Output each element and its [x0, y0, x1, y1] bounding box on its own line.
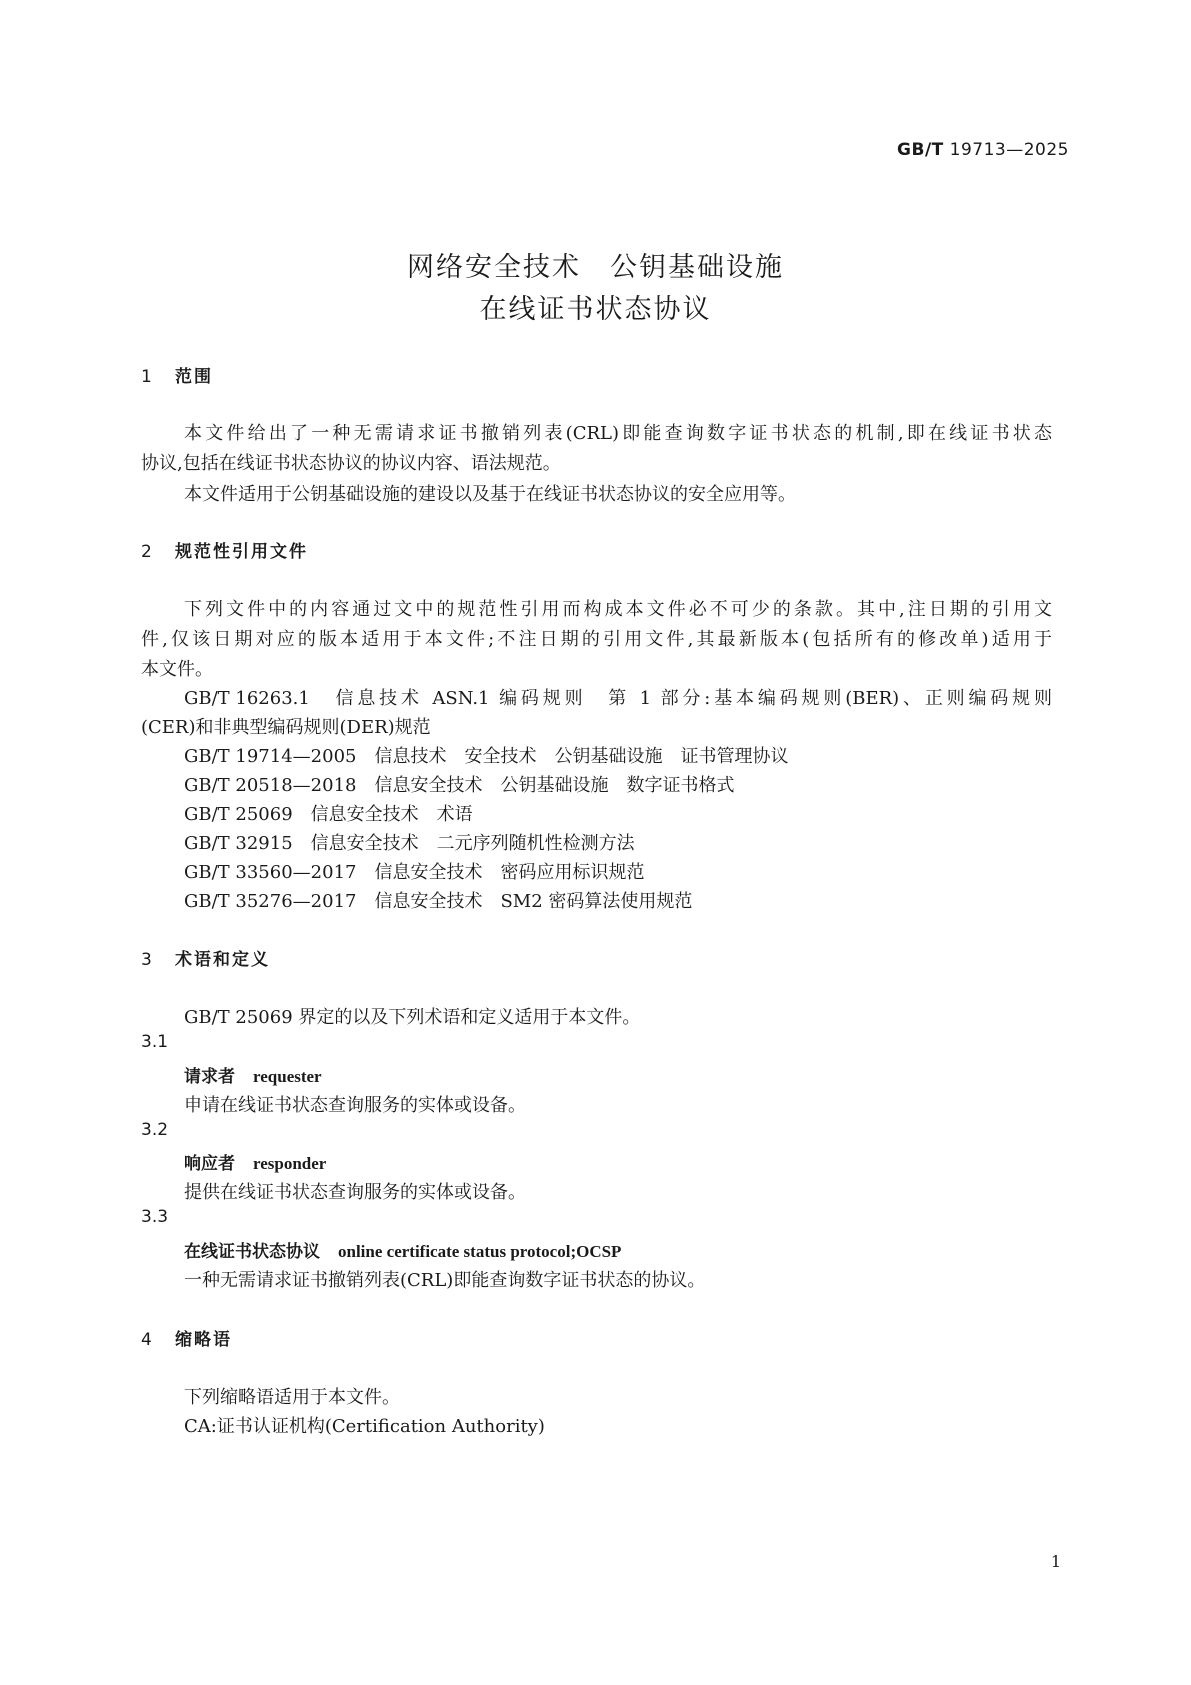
normative-reference	[184, 684, 1052, 710]
title-line-1: 网络安全技术 公钥基础设施	[407, 252, 784, 283]
reference-title: 信息安全技术 术语	[310, 804, 473, 825]
reference-code: GB/T 20518—2018	[184, 775, 357, 796]
term-definition: 一种无需请求证书撤销列表(CRL)即能查询数字证书状态的协议。	[184, 1270, 706, 1291]
reference-code: GB/T 32915	[184, 833, 293, 854]
section-title: 缩略语	[175, 1330, 232, 1350]
reference-title: 信息安全技术 密码应用标识规范	[374, 862, 645, 883]
document-code: 19713—2025	[949, 140, 1069, 160]
term-english: requester	[253, 1067, 322, 1086]
reference-title: 信息技术 ASN.1 编码规则 第 1 部分:基本编码规则(BER)、正则编码规则	[335, 688, 1053, 709]
section-title: 范围	[175, 367, 213, 387]
reference-title: 信息安全技术 SM2 密码算法使用规范	[374, 891, 693, 912]
section-1-paragraph: 本文件适用于公钥基础设施的建设以及基于在线证书状态协议的安全应用等。	[184, 484, 796, 505]
section-number: 4	[141, 1330, 154, 1350]
term-number: 3.3	[141, 1207, 169, 1227]
reference-code: GB/T 33560—2017	[184, 862, 357, 883]
section-number: 1	[141, 367, 154, 387]
reference-title: 信息安全技术 公钥基础设施 数字证书格式	[374, 775, 735, 796]
section-4-intro: 下列缩略语适用于本文件。	[184, 1387, 400, 1408]
term-english: online certificate status protocol;OCSP	[338, 1242, 622, 1261]
normative-reference	[184, 800, 473, 826]
section-2-paragraph-line: 本文件。	[141, 659, 213, 680]
normative-reference	[184, 829, 635, 855]
section-3-heading	[141, 945, 270, 970]
section-number: 3	[141, 950, 154, 970]
term-chinese: 请求者	[184, 1067, 235, 1087]
section-2-paragraph-line: 下列文件中的内容通过文中的规范性引用而构成本文件必不可少的条款。其中,注日期的引用文	[184, 599, 1052, 620]
normative-reference	[184, 887, 692, 913]
term-definition: 提供在线证书状态查询服务的实体或设备。	[184, 1182, 526, 1203]
term-english: responder	[253, 1154, 327, 1173]
section-number: 2	[141, 542, 154, 562]
reference-title: 信息安全技术 二元序列随机性检测方法	[310, 833, 635, 854]
abbreviation-ca: CA:证书认证机构(Certification Authority)	[184, 1416, 545, 1437]
reference-code: GB/T 19714—2005	[184, 746, 357, 767]
term-number: 3.1	[141, 1032, 169, 1052]
term-number: 3.2	[141, 1120, 169, 1140]
document-number	[897, 140, 1069, 160]
section-1-heading	[141, 362, 213, 387]
normative-reference	[184, 771, 734, 797]
reference-code: GB/T 25069	[184, 804, 293, 825]
section-1-paragraph-line: 协议,包括在线证书状态协议的协议内容、语法规范。	[141, 453, 561, 474]
term-chinese: 响应者	[184, 1154, 235, 1174]
term-definition: 申请在线证书状态查询服务的实体或设备。	[184, 1095, 526, 1116]
reference-code: GB/T 35276—2017	[184, 891, 357, 912]
term-entry	[184, 1237, 621, 1262]
normative-reference-continued: (CER)和非典型编码规则(DER)规范	[141, 717, 431, 738]
term-chinese: 在线证书状态协议	[184, 1242, 320, 1262]
term-entry	[184, 1062, 322, 1087]
section-2-paragraph-line: 件,仅该日期对应的版本适用于本文件;不注日期的引用文件,其最新版本(包括所有的修改单)适用于	[141, 629, 1052, 650]
document-prefix: GB/T	[897, 140, 944, 160]
term-entry	[184, 1149, 326, 1174]
reference-code: GB/T 16263.1	[184, 688, 310, 709]
section-title: 术语和定义	[175, 950, 270, 970]
normative-reference	[184, 742, 788, 768]
reference-title: 信息技术 安全技术 公钥基础设施 证书管理协议	[374, 746, 789, 767]
normative-reference	[184, 858, 644, 884]
section-2-heading	[141, 537, 308, 562]
section-4-heading	[141, 1325, 232, 1350]
title-line-2: 在线证书状态协议	[479, 294, 712, 325]
page-number: 1	[1050, 1552, 1061, 1571]
section-title: 规范性引用文件	[175, 542, 308, 562]
section-3-intro: GB/T 25069 界定的以及下列术语和定义适用于本文件。	[184, 1007, 641, 1028]
section-1-paragraph-line: 本文件给出了一种无需请求证书撤销列表(CRL)即能查询数字证书状态的机制,即在线证书状态	[184, 423, 1052, 444]
